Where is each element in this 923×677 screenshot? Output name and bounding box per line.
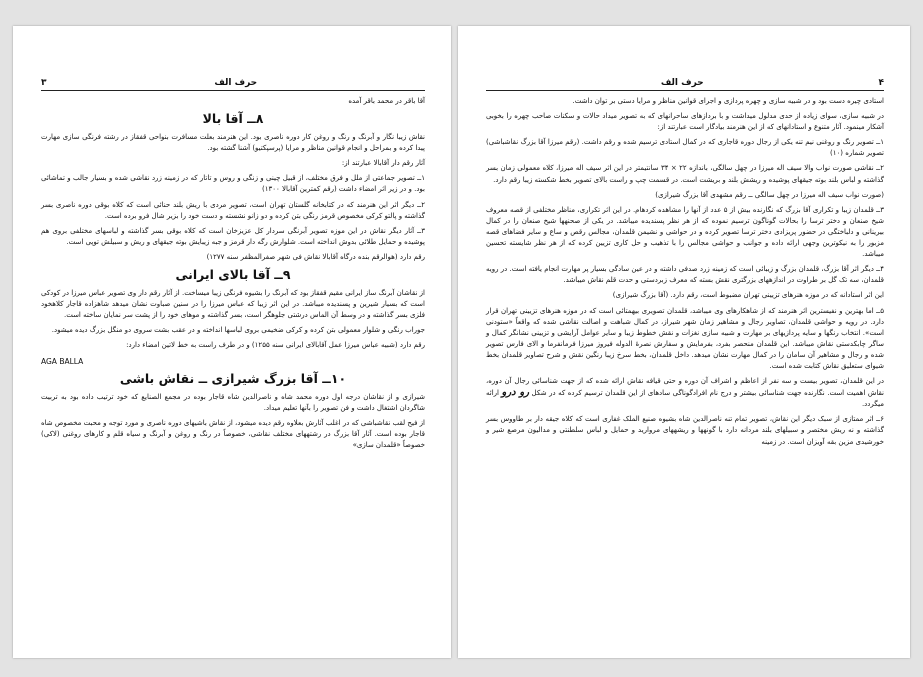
- page-left-content: [41, 78, 425, 455]
- running-title: حرف الف: [660, 78, 704, 88]
- paragraph: از فیح لقب نقاشباشی که در اغلب آثارش بعلاوه رقم دیده میشود، از نقاش باشیهای دوره ناصری و مورد توجه و محبت مخصوص شاه قاجار بوده است. آثار آقا بزرگ در رشتههای مختلف نقاشی، خصوصاً در رنگ و روغن و آبرنگ و سیاه قلم و کارهای روغنی (لاکی) خصوصاً «قلمدان سازی»: [41, 418, 425, 449]
- paragraph: از نقاشان آبرنگ ساز ایرانی مقیم قفقاز بود که آبرنگ را بشیوه فرنگی زیبا میساخت. از آثار رقم دار وی تصویر عباس میرزا در کودکی است که بسیار شیرین و پسندیده میباشد. در این اثر زیبا که عباس میرزا را در سنین صباوت نشان میدهد شاهزاده قاجار کلاهخود فلزی بسر گذاشته و در وسط آن الماس درشتی جلوهگر است، بسر گذاشته و موهای خود را از پشت سر نمایان ساخته است.: [41, 289, 425, 320]
- inline-script: رو درو: [501, 387, 530, 399]
- paragraph: ۶ــ اثر ممتازی از سبک دیگر این نقاش، تصویر تمام تنه ناصرالدین شاه بشیوه صنیع الملک غفاری است که کلاه جیقه دار بر طاووس بسر گذاشته و نه ریش مختصر و سبیلهای بلند مردانه دارد با گونهها و ریشههای مروارید و حمایل و لباس سلطنتی و مدالیون مرصع شیر و خورشیدی مزین بقه آویزان است. در زمینه: [486, 415, 884, 446]
- paragraph: ۳ــ آثار دیگر نقاش در این موزه تصویر آبرنگی سردار کل عزیزخان است که کلاه بوقی بسر گذاشته و لباسهای مختلفی بروی هم پوشیده و حمایل طلائی بدوش انداخته است. شلوارش رگه دار قرمز و جبه زیبایش بوته جیقهای و ریش و سبیلش توپی است.: [41, 226, 425, 246]
- paragraph: رقم دارد (هوالرقم بنده درگاه آقابالا نقاش فی شهر صفرالمظفر سنه ۱۲۷۷): [206, 252, 425, 261]
- paragraph: ۲ــ دیگر اثر این هنرمند که در کتابخانه گلستان تهران است، تصویر مردی با ریش بلند حنائی است که کلاه بوقی دوره ناصری بسر گذاشته و پالتو کرکی مخصوص قرمز رنگی بتن کرده و دو زانو نشسته و دست خود را بزیر شال فرو برده است.: [41, 200, 425, 220]
- page-number: ۳: [41, 78, 47, 88]
- page-body: [41, 96, 425, 451]
- latin-signature: AGA BALLA: [41, 356, 84, 366]
- page-right-content: [486, 78, 884, 452]
- paragraph: ۲ــ نقاشی صورت نواب والا سیف اله میرزا در چهل سالگی، باندازه ۲۲ × ۳۴ سانتیمتر در این اثر سیف اله میرزا، کلاه معمولی زمان بسر گذاشته و لباس بلند بوته جیقهای پوشیده و ریشش بلند و بریشت است. در قسمت چپ و راست بالای تصویر بخط شکسته زیبا رقم دارد.: [486, 164, 884, 184]
- paragraph: (صورت نواب سیف اله میرزا در چهل سالگی ــ رقم مشهدی آقا بزرگ شیرازی): [655, 190, 884, 199]
- paragraph: این اثر استادانه که در موزه هنرهای تزیینی تهران مضبوط است، رقم دارد. (آقا بزرگ شیرازی): [612, 291, 884, 300]
- paragraph: آثار رقم دار آقابالا عبارتند از:: [341, 159, 425, 168]
- paragraph: نقاش زیبا نگار و آبرنگ و رنگ و روغن کار دوره ناصری بود. این هنرمند بعلت مسافرت بنواحی قفقاز در رشته فرنگی سازی مهارت پیدا کرده و بمراحل و انجام قوانین مناظر و مرایا (پرسپکتیو) آشنا گشته بود.: [41, 133, 425, 153]
- section-title: ۹ــ آقا بالای ایرانی: [175, 267, 291, 283]
- page-header: [41, 78, 425, 91]
- paragraph: ۱ــ تصویر جماعتی از ملل و فرق مختلف، از قبیل چینی و زنگی و روس و تاتار که در زمینه زرد نقاشی شده و بسیار جالب و تماشائی بود. و در زیر اثر امضاء داشت (رقم کمترین آقابالا ۱۳۰۰): [41, 174, 425, 194]
- paragraph: ۳ــ قلمدان زیبا و تکراری آقا بزرگ که نگارنده بیش از ۵ عدد از آنها را مشاهده کردهام. در این اثر تکراری، مناظر مختلفی از قصه معروف شیخ صنعان و دختر ترسا را بحالات گوناگون ترسیم نموده که از هر نظر پسندیده میباشد. در یکی از صحنهها شیخ صنعان را در کمال بیرینانی و دلباختگی در حضور پریزادی دختر ترسا تصویر کرده و در حواشی و نشیمن قلمدان، مجالس رقص و ساع و سایر فضاهای قصه مزبور را به نیکوترین وجهی ارائه داده و جوانب و حواشی مجالس را با تذهیب و حل کاری تزیین کرده که از هر نظر شایسته تحسین میباشد.: [486, 205, 885, 259]
- paragraph-text: در این قلمدان، تصویر بیست و سه نفر از اعاظم و اشراف آن دوره و حتی قیافه نقاش ارائه شده که از جهت شناسائی رجال آن دوره، نقاش اهمیت است. نگارنده جهت شناسائی بیشتر و درج نام افرادگوناگی سادهای از این قلمدان ترسیم کرده که در شکل: [486, 377, 884, 398]
- paragraph: در شبیه سازی، سوای زیاده از حدی مدلول میداشت و با بردازهای ساحرانهای که به تصویر میداد حالات و سکنات صاحب چهره را بخوبی آشکار مینمود. آثار متنوع و استادانهای که از این هنرمند بیادگار است عبارتند از:: [486, 112, 884, 132]
- paragraph: [486, 376, 884, 410]
- section-title: ۱۰ــ آقا بزرگ شیرازی ــ نقاش باشی: [119, 370, 347, 386]
- paragraph: آقا باقر در محمد باقر آمده: [348, 97, 425, 105]
- page-number: ۴: [878, 78, 884, 88]
- page-header: [486, 78, 884, 91]
- page-right: [458, 26, 910, 658]
- running-title: حرف الف: [214, 78, 258, 88]
- paragraph: ۱ــ تصویر رنگ و روغنی نیم تنه یکی از رجال دوره قاجاری که در کمال استادی ترسیم شده و رقم داشت. (رقم میرزا آقا بزرگ نقاشباشی) تصویر شماره (۱۰): [486, 138, 884, 158]
- paragraph-text: ارائه میگردد.: [486, 389, 884, 409]
- section-title: ۸ــ آقا بالا: [202, 111, 264, 127]
- paragraph: رقم دارد (شبیه عباس میرزا عمل آقابالای ایرانی سنه ۱۲۵۵) و در طرف راست به خط لاتین امضاء دارد:: [126, 341, 425, 350]
- paragraph: شیرازی و از نقاشان درجه اول دوره محمد شاه و ناصرالدین شاه قاجار بوده در مجمع الصنایع که خود ترتیب داده بود به تربیت شاگردان اشتغال داشت و فن تصویر را بآنها تعلیم میداد.: [41, 392, 425, 412]
- paragraph: ۵ــ اما بهترین و نفیسترین اثر هنرمند که از شاهکارهای وی میباشد، قلمدان تصویری بیهمتائی است که در موزه هنرهای تزیینی تهران قرار دارد. در رویه و حواشی قلمدان، تصاویر رجال و مشاهیر زمان شهر شیراز، در کمال شباهت و اصالت نقاشی شده که واقعاً «ستودنی است». انتخاب رنگها و سایه پردازیهای بر مهارت و شبیه سازی نغزات و نقش خطوط زیبا و سایر عوامل آرایشی و تزیینی نشانگر کمال و ساگر چابکدستی نقاش میباشد. این قلمدان منحصر بفرد، بفرمایش و سفارش نصرهٔ الدوله فیروز میرزا فرمانفرما و الای فارس تصویر شده و رجال و مشاهیر آن سامان را در کمال مهارت نشان میدهد. داخل قلمدان، بخط سرخ زیبا رنگین نقش و شرح تصاویر قلمدان بخط شیوای ستعلیق نقاش کتابت شده است.: [486, 306, 884, 370]
- page-left: [13, 26, 451, 658]
- page-body: [486, 96, 884, 448]
- paragraph: ۴ــ دیگر اثر آقا بزرگ، قلمدان بزرگ و زیبائی است که زمینه زرد صدفی داشته و در عین سادگی بسیار پر مهارت انجام یافته است. در رویه قلمدان، سه تک گل بر طراوت در اندازههای بزرگتری نقش بسته که معرف زبردستی و حدت قلم نقاش میباشد.: [486, 265, 884, 285]
- paragraph: استادی چیره دست بود و در شبیه سازی و چهره پردازی و اجرای قوانین مناظر و مرایا دستی بر توان داشت.: [572, 97, 884, 105]
- paragraph: جوراب رنگی و شلوار معمولی بتن کرده و کرکی ضخیمی بروی لباسها انداخته و در عقب بشت سروی دو منگل بزرگ دیده میشود.: [51, 326, 425, 335]
